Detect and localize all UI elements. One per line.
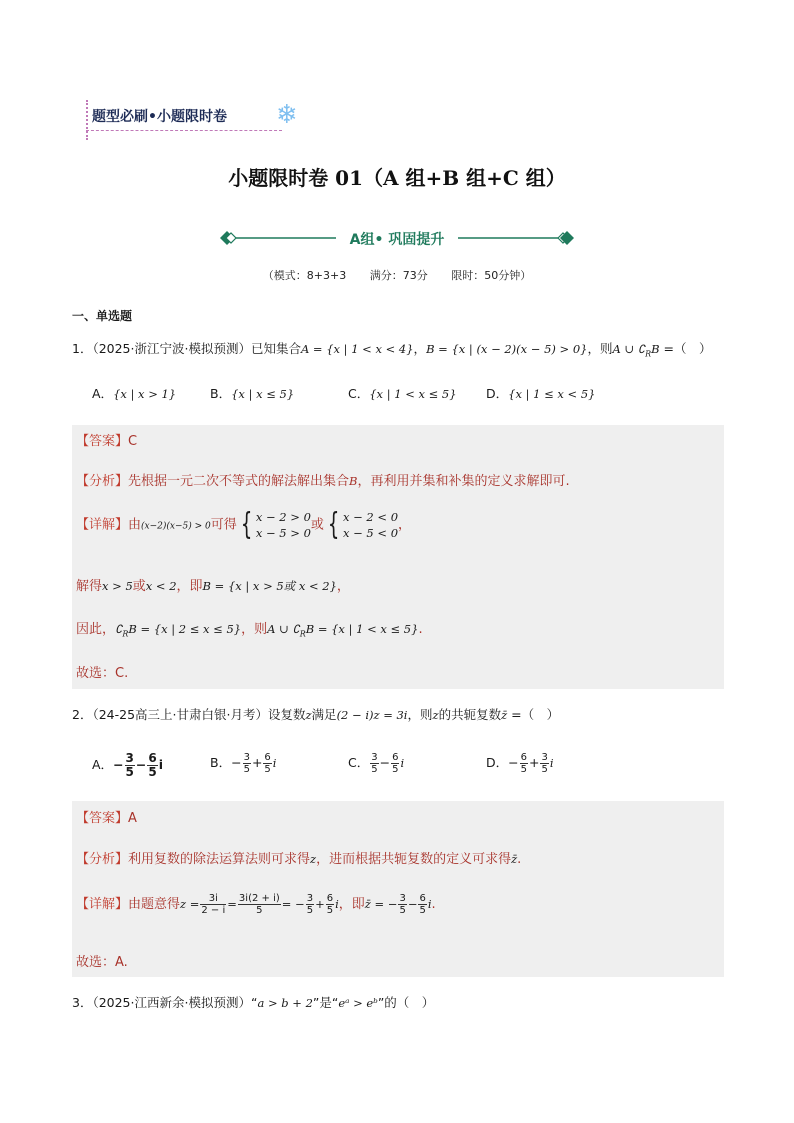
set-b: B = {x | (x − 2)(x − 5) > 0} bbox=[426, 342, 588, 356]
option-a[interactable]: A．− $\frac{3}{5}$ − $\frac{6}{5}$ i bbox=[92, 751, 164, 779]
banner-label: A组• 巩固提升 bbox=[349, 232, 445, 248]
answer-line: 【答案】A bbox=[76, 811, 137, 826]
choose-line: 故选：C. bbox=[76, 666, 129, 681]
header-divider bbox=[86, 130, 282, 131]
question-2-stem: 2．（24-25高三上·甘肃白银·月考）设复数z满足(2 − i)z = 3i，则z的共轭复数z̄ =（ ） bbox=[72, 707, 560, 722]
detail-line: 【详解】由(x−2)(x−5) > 0可得 { x − 2 > 0 x − 5 > 0 或 { x − 2 < 0 x − 5 < 0 ， bbox=[76, 507, 412, 542]
question-2-solution bbox=[72, 801, 724, 977]
conclusion-line: 因此，$∁_RB = \{x$ | 2 ≤ x ≤ 5}，则A ∪ $∁_RB = \{x$ | 1 < x ≤ 5}. bbox=[76, 622, 423, 639]
snowflake-icon: ❄ bbox=[276, 100, 298, 130]
question-1-solution bbox=[72, 425, 724, 689]
choose-line: 故选：A. bbox=[76, 955, 128, 970]
page-title: 小题限时卷 01（A 组+B 组+C 组） bbox=[228, 166, 566, 190]
analysis-line: 【分析】先根据一元二次不等式的解法解出集合B，再利用并集和补集的定义求解即可. bbox=[76, 474, 570, 489]
option-d[interactable]: D．− $\frac{6}{5}$ + $\frac{3}{5}$ i bbox=[486, 752, 554, 775]
solve-line: 解得x > 5或x < 2，即B = {x | x > 5或 x < 2}， bbox=[76, 579, 350, 594]
answer-line: 【答案】C bbox=[76, 434, 138, 449]
section-heading: 一、单选题 bbox=[72, 309, 133, 323]
option-c[interactable]: C．{x | 1 < x ≤ 5} bbox=[348, 386, 457, 401]
question-1-options bbox=[92, 384, 692, 404]
exam-info bbox=[0, 267, 794, 283]
option-b[interactable]: B．− $\frac{3}{5}$ + $\frac{6}{5}$ i bbox=[210, 752, 277, 775]
header-tag: 题型必刷•小题限时卷 bbox=[92, 109, 227, 125]
detail-line: 【详解】由题意得z = $\frac{3i}{2 - i}$ = $\frac{3i(2 + i)}{5}$ = − $\frac{3}{5}$ + $\frac{6}{5}$ i，即z̄ = − $\frac{3}{5}$ − $\frac{6}{5}$ i. bbox=[76, 893, 436, 916]
option-a[interactable]: A．{x | x > 1} bbox=[92, 386, 177, 401]
exam-score: 满分：73分 bbox=[369, 269, 428, 282]
exam-mode: （模式：8+3+3 bbox=[262, 269, 347, 282]
question-2-options bbox=[92, 752, 692, 782]
question-1-stem: 1．（2025·浙江宁波·模拟预测）已知集合A = {x | 1 < x < 4}，B = {x | (x − 2)(x − 5) > 0}，则A ∪ $∁_RB$ =（ ） bbox=[72, 341, 712, 359]
option-d[interactable]: D．{x | 1 ≤ x < 5} bbox=[486, 386, 596, 401]
exam-time: 限时：50分钟） bbox=[451, 269, 532, 282]
set-a: A = {x | 1 < x < 4} bbox=[300, 342, 414, 356]
option-b[interactable]: B．{x | x ≤ 5} bbox=[210, 386, 295, 401]
analysis-line: 【分析】利用复数的除法运算法则可求得z，进而根据共轭复数的定义可求得z̄. bbox=[76, 852, 522, 867]
option-c[interactable]: C． $\frac{3}{5}$ − $\frac{6}{5}$ i bbox=[348, 752, 405, 775]
question-3-stem: 3．（2025·江西新余·模拟预测）“a > b + 2”是“eᵃ > eᵇ”的（ ） bbox=[72, 995, 435, 1010]
